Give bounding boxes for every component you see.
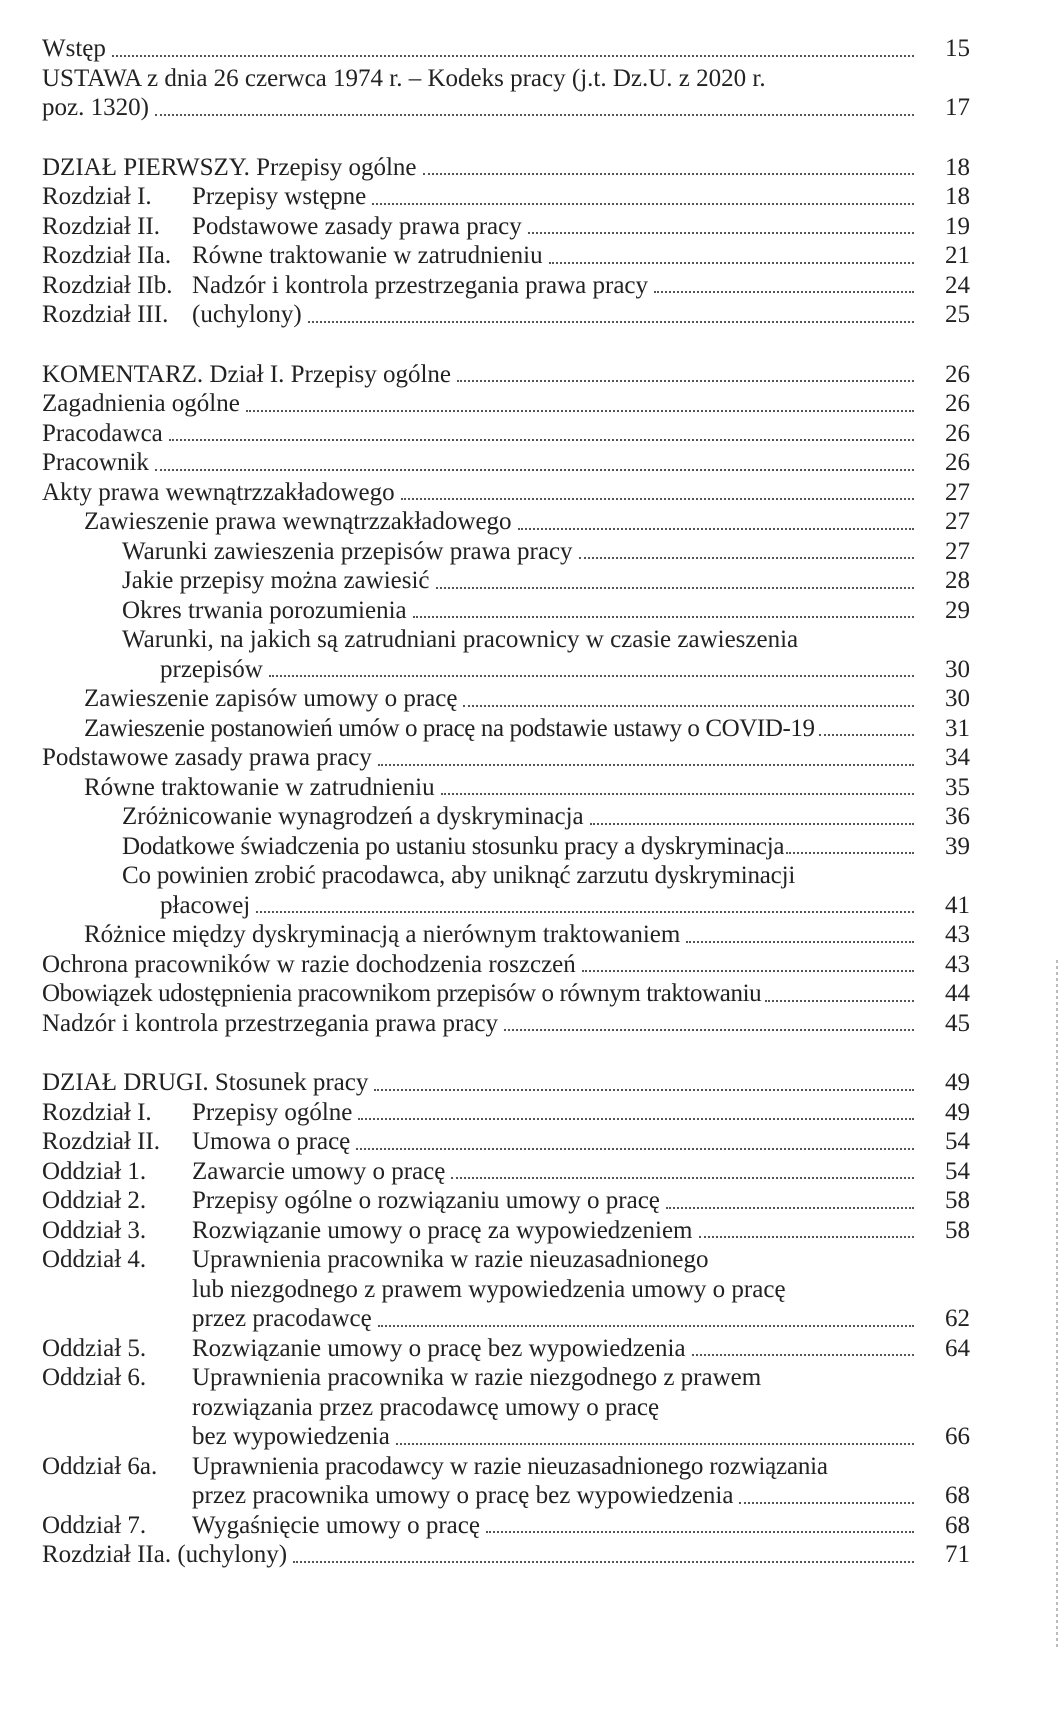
toc-entry-title: Ochrona pracowników w razie dochodzenia roszczeń [42,950,576,978]
dot-leader [504,1029,914,1031]
dot-leader [765,1000,914,1002]
toc-entry-title: Zróżnicowanie wynagrodzeń a dyskryminacja [122,803,584,830]
dot-leader [579,557,914,559]
dot-leader [582,970,914,972]
toc-entry-title: USTAWA z dnia 26 czerwca 1974 r. – Kodeks pracy (j.t. Dz.U. z 2020 r. [42,64,766,92]
toc-page-number: 43 [945,950,970,978]
toc-page-number: 24 [945,271,970,299]
toc-entry [42,448,970,478]
toc-entry-title: Dodatkowe świadczenia po ustaniu stosunku pracy a dyskryminacja [122,832,785,860]
toc-page-number: 62 [945,1305,970,1332]
toc-entry [42,920,970,950]
dot-leader [293,1561,914,1563]
dot-leader [436,587,914,589]
toc-entry-label: Oddział 7. [42,1511,147,1539]
toc-entry-title: Jakie przepisy można zawiesić [122,567,430,594]
toc-entry-title: Zagadnienia ogólne [42,390,240,417]
toc-entry [42,596,970,626]
dot-leader [112,55,914,57]
toc-entry-title: Nadzór i kontrola przestrzegania prawa pracy [42,1009,499,1037]
dot-leader [423,173,914,175]
dot-leader [699,1236,915,1238]
dot-leader [378,764,914,766]
dot-leader [401,498,914,500]
toc-entry-title-with-label [42,1540,287,1570]
dot-leader [396,1443,914,1445]
toc-entry-title: (uchylony) [177,1541,288,1568]
toc-entry-label: Rozdział I. [42,1098,152,1126]
toc-page-number: 27 [945,537,970,565]
toc-section-heading [42,360,970,390]
dot-leader [666,1207,914,1209]
toc-entry-title: Przepisy ogólne [192,1098,353,1126]
dot-leader [463,705,914,707]
toc-entry [42,625,970,684]
toc-entry-title: Równe traktowanie w zatrudnieniu [192,242,543,269]
toc-page-number: 43 [945,921,970,948]
toc-entry [42,1009,970,1039]
toc-entry [42,34,970,64]
toc-entry [42,419,970,449]
toc-entry-title-cont: poz. 1320) [42,94,149,121]
toc-entry-title: Rozwiązanie umowy o pracę bez wypowiedzenia [192,1334,686,1362]
toc-page-number: 41 [945,891,970,919]
toc-entry [42,714,970,744]
toc-entry [42,478,970,508]
toc-entry-title-cont: płacowej [160,891,251,919]
toc-entry [42,1334,970,1364]
toc-entry-title-cont: rozwiązania przez pracodawcę umowy o pracę [192,1393,660,1421]
toc-entry [42,1245,970,1334]
toc-entry-title-cont: lub niezgodnego z prawem wypowiedzenia umowy o pracę [192,1275,786,1303]
toc-entry-label: Rozdział IIb. [42,271,173,299]
toc-page-number: 45 [945,1009,970,1037]
toc-page-number: 58 [945,1187,970,1214]
dot-leader [739,1502,914,1504]
toc-entry [42,182,970,212]
toc-page-number: 34 [945,744,970,771]
toc-entry-title: Uprawnienia pracownika w razie nieuzasadnionego [192,1246,709,1273]
toc-entry-title: Co powinien zrobić pracodawca, aby uniknąć zarzutu dyskryminacji [122,862,796,889]
dot-leader [686,941,914,943]
toc-entry-title: Różnice między dyskryminacją a nierównym traktowaniem [84,921,681,948]
toc-page-number: 31 [945,714,970,742]
toc-entry [42,979,970,1009]
toc-entry-title: Rozwiązanie umowy o pracę za wypowiedzeniem [192,1216,693,1244]
dot-leader [256,911,914,913]
scan-edge [1056,960,1058,1650]
toc-entry [42,507,970,537]
toc-page-number: 26 [945,390,970,417]
toc-page-number: 49 [945,1098,970,1126]
toc-entry-label: Rozdział IIa. [42,1541,172,1568]
dot-leader [155,114,914,116]
toc-entry [42,1127,970,1157]
dot-leader [308,321,914,323]
toc-entry [42,1216,970,1246]
toc-page-number: 18 [945,153,970,181]
toc-entry-title: Nadzór i kontrola przestrzegania prawa pracy [192,271,649,299]
toc-entry-title: DZIAŁ DRUGI. Stosunek pracy [42,1069,369,1096]
toc-entry [42,802,970,832]
toc-page-number: 28 [945,567,970,594]
toc-entry [42,271,970,301]
dot-leader [457,380,914,382]
toc-entry-label: Rozdział IIa. [42,242,172,269]
toc-entry-title-cont: bez wypowiedzenia [192,1423,390,1450]
toc-entry [42,1186,970,1216]
toc-page-number: 54 [945,1157,970,1185]
toc-page-number: 27 [945,478,970,506]
toc-page-number: 36 [945,803,970,830]
toc-entry [42,389,970,419]
dot-leader [590,823,914,825]
toc-entry-title: Akty prawa wewnątrzzakładowego [42,478,395,506]
toc-entry-title-cont: przez pracodawcę [192,1305,372,1332]
toc-entry-title: Równe traktowanie w zatrudnieniu [84,773,435,801]
toc-entry [42,241,970,271]
toc-page-number: 25 [945,301,970,328]
toc-page-number: 64 [945,1334,970,1362]
toc-page-number: 68 [945,1511,970,1539]
toc-entry [42,64,970,123]
toc-entry [42,1452,970,1511]
dot-leader [269,675,914,677]
toc-page-number: 30 [945,685,970,712]
toc-entry-title: Pracodawca [42,419,163,447]
dot-leader [155,469,914,471]
toc-entry [42,1363,970,1452]
toc-page-number: 35 [945,773,970,801]
toc-entry [42,950,970,980]
toc-entry [42,1540,970,1570]
toc-entry [42,1511,970,1541]
toc-page-number: 44 [945,980,970,1007]
toc-page-number: 18 [945,183,970,210]
toc-entry-title-cont: przepisów [160,655,263,683]
toc-entry-title: (uchylony) [192,301,302,328]
toc-entry-title: DZIAŁ PIERWSZY. Przepisy ogólne [42,153,417,181]
toc-entry-title: Warunki, na jakich są zatrudniani pracownicy w czasie zawieszenia [122,626,799,653]
toc-entry-title: Warunki zawieszenia przepisów prawa pracy [122,537,573,565]
toc-entry [42,300,970,330]
dot-leader [654,291,914,293]
toc-entry-label: Oddział 1. [42,1157,147,1185]
toc-entry [42,212,970,242]
toc-page-number: 71 [945,1541,970,1568]
toc-page-number: 19 [945,212,970,240]
toc-entry-label: Rozdział II. [42,212,161,240]
toc-entry-label: Oddział 2. [42,1187,147,1214]
toc-page-number: 68 [945,1482,970,1509]
toc-entry-title: Zawieszenie zapisów umowy o pracę [84,685,458,712]
toc-entry-title: Podstawowe zasady prawa pracy [192,212,522,240]
toc-entry-title: Wstęp [42,35,106,62]
toc-page-number: 66 [945,1423,970,1450]
toc-entry-title: Obowiązek udostępnienia pracownikom przepisów o równym traktowaniu [42,980,762,1007]
toc-entry-title: Okres trwania porozumienia [122,596,407,624]
toc-entry-label: Oddział 4. [42,1246,147,1273]
toc-page-number: 21 [945,242,970,269]
toc-entry [42,566,970,596]
toc-page-number: 26 [945,419,970,447]
dot-leader [528,232,914,234]
toc-entry [42,1157,970,1187]
toc-entry-label: Rozdział I. [42,183,152,210]
dot-leader [372,203,914,205]
toc-entry-title: Umowa o pracę [192,1128,351,1155]
toc-entry-title: Zawieszenie prawa wewnątrzzakładowego [84,508,512,535]
toc-entry-title: Podstawowe zasady prawa pracy [42,744,372,771]
toc-entry [42,773,970,803]
dot-leader [356,1148,914,1150]
toc-entry-label: Rozdział II. [42,1128,161,1155]
dot-leader [451,1177,914,1179]
dot-leader [819,734,914,736]
toc-entry-title: Pracownik [42,449,149,476]
dot-leader [786,852,914,854]
toc-page-number: 15 [945,35,970,62]
dot-leader [358,1118,914,1120]
toc-page-number: 27 [945,508,970,535]
toc-entry-title: Wygaśnięcie umowy o pracę [192,1511,480,1539]
toc-entry-label: Oddział 6a. [42,1452,158,1480]
toc-entry-title: Przepisy wstępne [192,183,367,210]
toc-entry-label: Oddział 6. [42,1364,147,1391]
toc-entry-title: Uprawnienia pracownika w razie niezgodnego z prawem [192,1364,762,1391]
toc-entry-title: KOMENTARZ. Dział I. Przepisy ogólne [42,360,452,388]
table-of-contents [42,34,970,1570]
toc-entry-title: Przepisy ogólne o rozwiązaniu umowy o pracę [192,1187,660,1214]
toc-entry [42,684,970,714]
toc-page-number: 39 [945,832,970,860]
toc-page-number: 29 [945,596,970,624]
toc-entry-title: Zawieszenie postanowień umów o pracę na podstawie ustawy o COVID-19 [84,714,815,742]
toc-page-number: 26 [945,449,970,476]
toc-section-heading [42,1068,970,1098]
toc-page-number: 30 [945,655,970,683]
toc-page-number: 49 [945,1069,970,1096]
toc-entry-label: Oddział 5. [42,1334,147,1362]
toc-section-heading [42,153,970,183]
toc-entry-title-cont: przez pracownika umowy o pracę bez wypowiedzenia [192,1482,734,1509]
toc-entry [42,861,970,920]
toc-page-number: 17 [945,94,970,121]
toc-entry [42,537,970,567]
dot-leader [518,528,914,530]
dot-leader [441,793,914,795]
toc-page-number: 58 [945,1216,970,1244]
dot-leader [692,1354,914,1356]
dot-leader [246,410,914,412]
toc-entry-label: Oddział 3. [42,1216,147,1244]
toc-entry-title: Zawarcie umowy o pracę [192,1157,446,1185]
dot-leader [413,616,914,618]
dot-leader [486,1531,914,1533]
toc-entry-label: Rozdział III. [42,301,169,328]
dot-leader [374,1089,914,1091]
toc-entry [42,832,970,862]
toc-entry-title: Uprawnienia pracodawcy w razie nieuzasadnionego rozwiązania [192,1452,828,1480]
dot-leader [169,439,914,441]
dot-leader [549,262,914,264]
toc-entry [42,743,970,773]
toc-entry [42,1098,970,1128]
toc-page-number: 26 [945,360,970,388]
toc-page-number: 54 [945,1128,970,1155]
dot-leader [378,1325,914,1327]
